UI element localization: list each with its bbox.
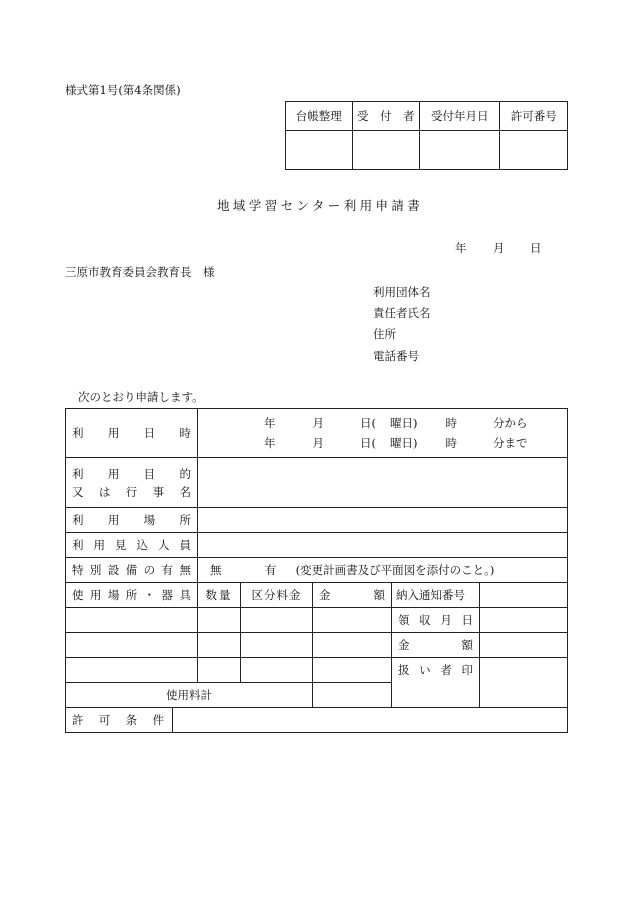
qty-cell-1[interactable] [198,608,241,633]
place-label-cell [66,508,198,533]
applicant-phone: 電話番号 [373,349,419,363]
from-month: 月 [312,416,324,430]
category-cell-1[interactable] [241,608,313,633]
special-note: (変更計画書及び平面図を添付のこと。) [295,563,495,577]
amount-header-cell [313,583,392,608]
special-yes[interactable]: 有 [264,563,277,577]
special-label-cell [66,558,198,583]
handler-label-cell [392,658,480,708]
qty-header-cell [198,583,241,608]
from-weekday: 曜日) [390,416,418,430]
conditions-label-cell [66,708,173,733]
register-header-receiver: 受 付 者 [352,102,420,131]
attendees-label-cell [66,533,198,558]
receipt-label: 領 収 月 日 [398,613,473,627]
to-day: 日( [360,436,376,450]
amount-cell-1[interactable] [313,608,392,633]
register-table [285,101,568,170]
handler-label: 扱 い 者 印 [398,663,473,677]
amount-header-a: 金 [319,588,331,602]
purpose-label-2: 又 は 行 事 名 [72,484,191,499]
date-month: 月 [493,241,505,255]
special-none[interactable]: 無 [210,563,222,577]
to-month: 月 [312,436,324,450]
equip-cell-1[interactable] [66,608,198,633]
qty-cell-3[interactable] [198,658,241,683]
notice-value-cell[interactable] [480,583,568,608]
qty-cell-2[interactable] [198,633,241,658]
intro-text: 次のとおり申請します。 [78,390,204,404]
addressee: 三原市教育委員会教育長 様 [65,265,215,279]
handler-seal-cell[interactable] [480,658,568,708]
register-cell-ledger[interactable] [286,131,353,170]
purpose-value-cell[interactable] [198,458,568,508]
applicant-group-name: 利用団体名 [373,285,431,299]
page-title: 地域学習センター利用申請書 [217,198,424,213]
attendees-label: 利 用 見 込 人 員 [72,538,191,552]
amount-header-b: 額 [373,588,385,602]
applicant-address: 住所 [373,327,396,341]
attendees-value-cell[interactable] [198,533,568,558]
register-cell-permit[interactable] [500,131,568,170]
money-label-cell [392,633,480,658]
fee-total-value-cell[interactable] [313,683,392,708]
equip-header: 使 用 場 所 ・ 器 具 [72,588,191,602]
datetime-value-cell[interactable] [198,409,568,458]
purpose-label-1: 利 用 目 的 [72,466,191,481]
amount-cell-3[interactable] [313,658,392,683]
equip-cell-3[interactable] [66,658,198,683]
datetime-label: 利 用 日 時 [72,426,191,440]
applicant-representative: 責任者氏名 [373,306,431,320]
purpose-label-cell [66,458,198,508]
place-value-cell[interactable] [198,508,568,533]
from-hour: 時 [445,416,457,430]
category-cell-3[interactable] [241,658,313,683]
receipt-value-cell[interactable] [480,608,568,633]
register-header-date: 受付年月日 [420,102,500,131]
from-minute: 分から [493,416,528,430]
notice-label-cell [392,583,480,608]
to-year: 年 [264,436,276,450]
date-day: 日 [530,241,542,255]
money-label-a: 金 [398,638,410,652]
special-label: 特 別 設 備 の 有 無 [72,563,191,577]
register-header-permit: 許可番号 [500,102,568,131]
form-number: 様式第1号(第4条関係) [65,83,181,97]
category-header-cell [241,583,313,608]
category-header: 区分料金 [251,588,302,602]
money-value-cell[interactable] [480,633,568,658]
date-year: 年 [455,241,467,255]
notice-label: 納入通知番号 [396,588,465,602]
register-cell-receiver[interactable] [352,131,420,170]
equip-cell-2[interactable] [66,633,198,658]
equip-header-cell [66,583,198,608]
money-label-b: 額 [461,638,473,652]
from-year: 年 [264,416,276,430]
fee-total-label-cell [66,683,313,708]
to-weekday: 曜日) [390,436,418,450]
datetime-label-cell [66,409,198,458]
conditions-label: 許 可 条 件 [72,713,164,727]
register-header-ledger: 台帳整理 [286,102,353,131]
special-value-cell[interactable] [198,558,568,583]
application-table [65,408,568,733]
fee-total-label: 使用料計 [166,688,212,702]
to-hour: 時 [445,436,457,450]
conditions-value-cell[interactable] [173,708,568,733]
qty-header: 数量 [205,588,233,602]
amount-cell-2[interactable] [313,633,392,658]
category-cell-2[interactable] [241,633,313,658]
from-day: 日( [360,416,376,430]
to-minute: 分まで [493,436,528,450]
place-label: 利 用 場 所 [72,513,191,527]
receipt-label-cell [392,608,480,633]
register-cell-date[interactable] [420,131,500,170]
